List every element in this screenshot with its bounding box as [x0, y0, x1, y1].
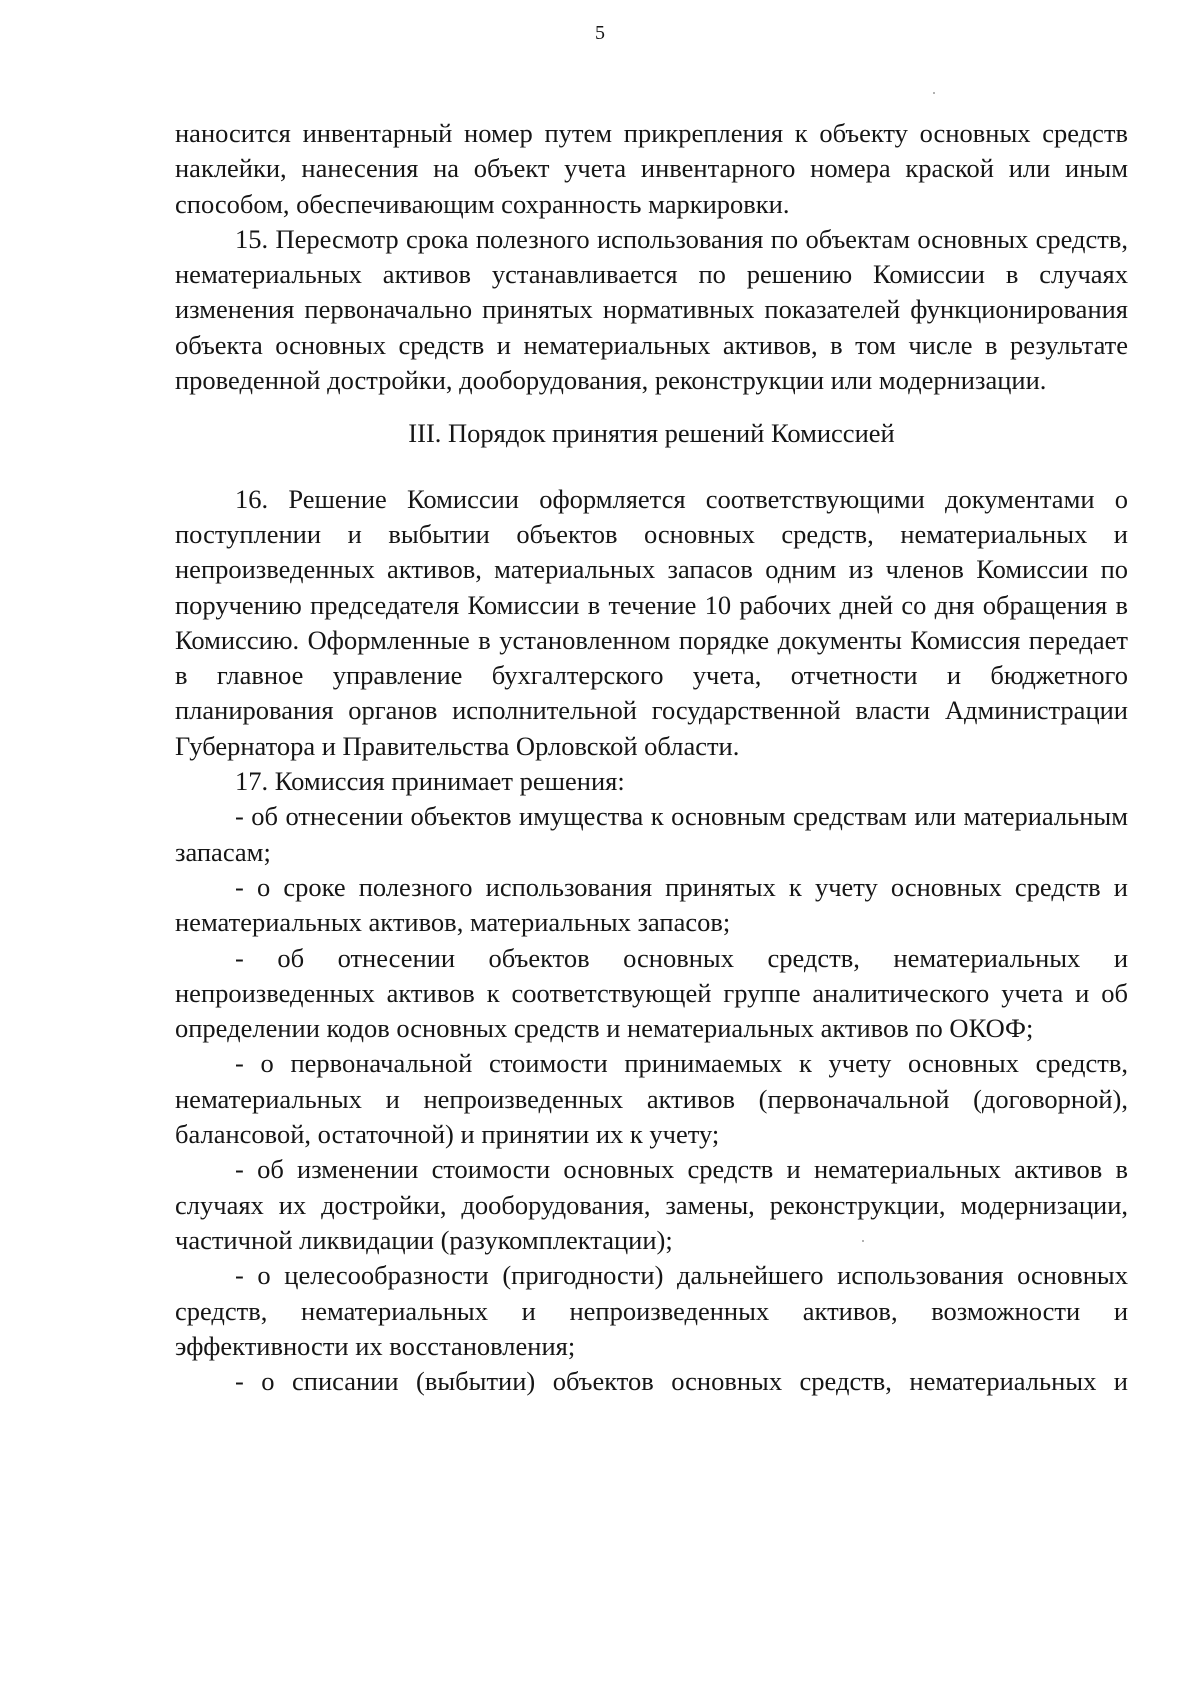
paragraph-17: 17. Комиссия принимает решения:	[235, 766, 625, 797]
list-item: - об отнесении объектов имущества к основным средствам или материальным запасам;	[175, 801, 1128, 867]
list-item: - о сроке полезного использования принятых к учету основных средств и нематериальных активов, материальных запасов;	[175, 871, 1128, 938]
paragraph-15: 15. Пересмотр срока полезного использования по объектам основных средств, нематериальных активов устанавливается по решению Комиссии в случаях изменения первоначально принятых нормативных показателей функционирования объекта основных средств и нематериальных активов, в том числе в результате проведенной достройки, дооборудования, реконструкции или модернизации.	[175, 223, 1128, 396]
list-item: - об отнесении объектов основных средств, нематериальных и непроизведенных активов к соответствующей группе аналитического учета и об определении кодов основных средств и нематериальных активов по ОКОФ;	[175, 942, 1128, 1044]
document-body	[175, 116, 1128, 1399]
section-heading: III. Порядок принятия решений Комиссией	[408, 418, 895, 449]
list-item: - о первоначальной стоимости принимаемых к учету основных средств, нематериальных и непроизведенных активов (первоначальной (договорной), балансовой, остаточной) и принятии их к учету;	[175, 1048, 1128, 1150]
paragraph-16: 16. Решение Комиссии оформляется соответствующими документами о поступлении и выбытии объектов основных средств, нематериальных и непроизведенных активов, материальных запасов одним из членов Комиссии по поручению председателя Комиссии в течение 10 рабочих дней со дня обращения в Комиссию. Оформленные в установленном порядке документы Комиссия передает в главное управление бухгалтерского учета, отчетности и бюджетного планирования органов исполнительной государственной власти Администрации Губернатора и Правительства Орловской области.	[175, 483, 1128, 761]
paragraph-continuation: наносится инвентарный номер путем прикрепления к объекту основных средств наклейки, нанесения на объект учета инвентарного номера краской или иным способом, обеспечивающим сохранность маркировки.	[175, 118, 1128, 219]
scan-speck	[933, 92, 935, 94]
list-item: - о целесообразности (пригодности) дальнейшего использования основных средств, нематериальных и непроизведенных активов, возможности и эффективности их восстановления;	[175, 1260, 1128, 1361]
list-item-truncated: - о списании (выбытии) объектов основных средств, нематериальных и	[235, 1366, 1128, 1397]
page-number: 5	[595, 22, 605, 44]
list-item: - об изменении стоимости основных средств и нематериальных активов в случаях их достройки, дооборудования, замены, реконструкции, модернизации, частичной ликвидации (разукомплектации);	[175, 1154, 1128, 1255]
